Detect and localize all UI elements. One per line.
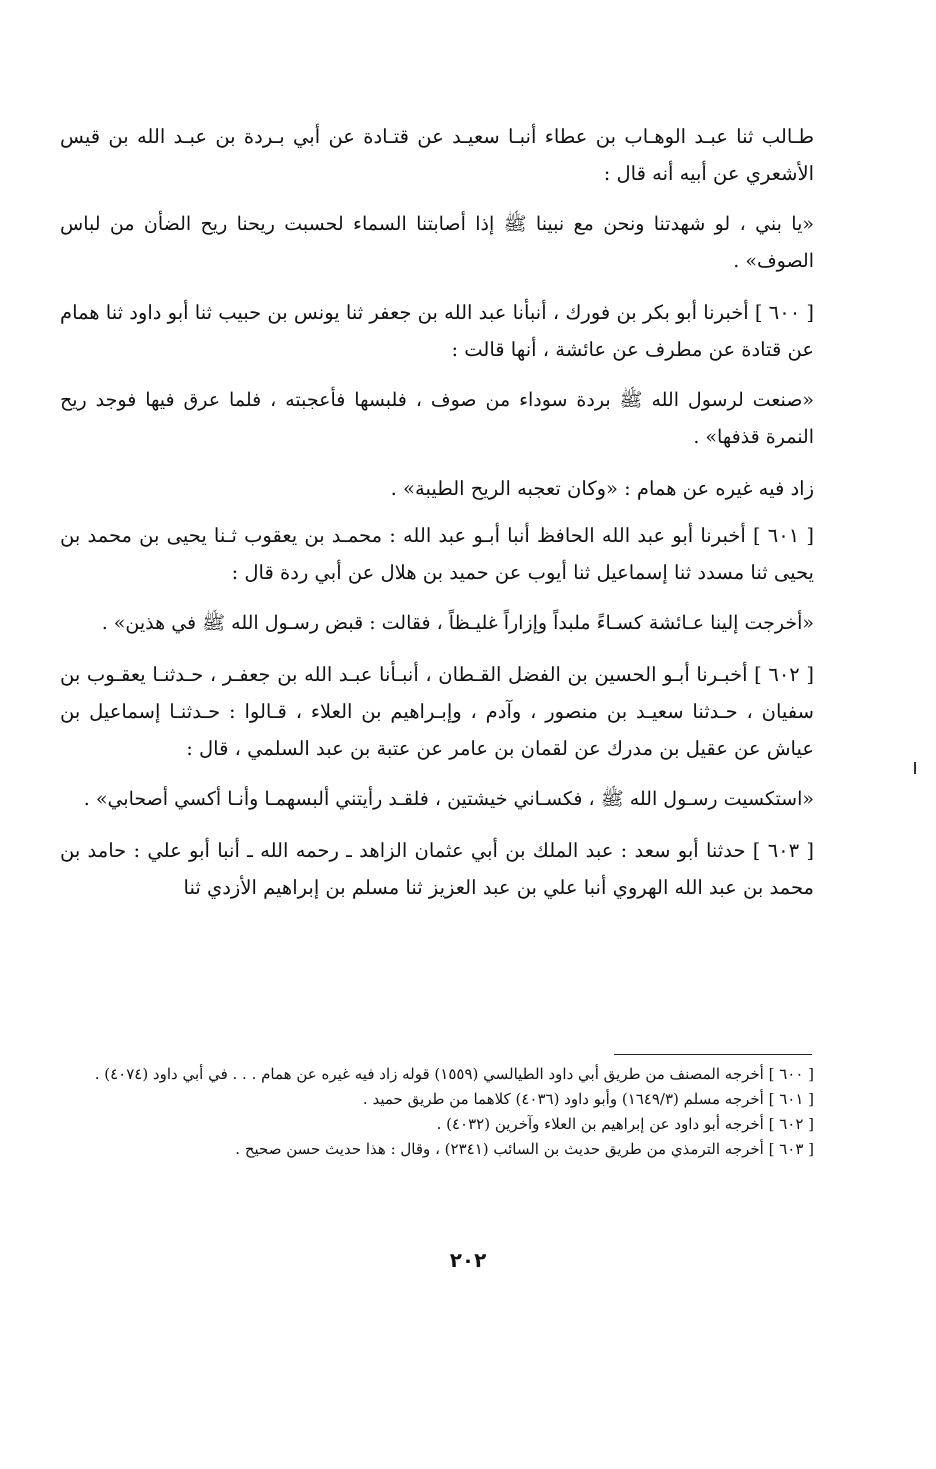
footnote-601: [ ٦٠١ ] أخرجه مسلم (١٦٤٩/٣) وأبو داود (٤٠٣٦) كلاهما من طريق حميد . [362, 1090, 814, 1108]
hadith-text: «استكسيت رسـول الله ﷺ ، فكسـاني خيشتين ، فلقـد رأيتني ألبسهمـا وأنـا أكسي أصحابي» . [83, 788, 814, 810]
hadith-chain-603: [ ٦٠٣ ] حدثنا أبو سعد : عبد الملك بن أبي عثمان الزاهد ـ رحمه الله ـ أنبا أبو علي : حامد بن محمد بن عبد الله الهروي أنبا علي بن عبد العزيز ثنا مسلم بن إبراهيم الأزدي ثنا [60, 839, 815, 899]
margin-mark [914, 762, 916, 774]
main-text [60, 118, 814, 920]
footnote-600: [ ٦٠٠ ] أخرجه المصنف من طريق أبي داود الطيالسي (١٥٥٩) قوله زاد فيه غيره عن همام . . . في أبي داود (٤٠٧٤) . [94, 1065, 814, 1083]
hadith-text: «صنعت لرسول الله ﷺ بردة سوداء من صوف ، فلبسها فأعجبته ، فلما عرق فيها فوجد ريح النمرة قذفها» . [60, 389, 814, 448]
footnote-divider [614, 1054, 812, 1055]
hadith-chain-601: [ ٦٠١ ] أخبرنا أبو عبد الله الحافظ أنبا أبـو عبد الله : محمـد بن يعقوب ثـنا يحيى بن محمد بن يحيى ثنا مسدد ثنا إسماعيل ثنا أيوب عن حميد بن هلال عن أبي ردة قال : [60, 524, 814, 584]
hadith-text: «أخرجت إلينا عـائشة كسـاءً ملبداً وإزاراً غليـظاً ، فقالت : قبض رسـول الله ﷺ في هذين» . [101, 612, 814, 634]
hadith-text: «يا بني ، لو شهدتنا ونحن مع نبينا ﷺ إذا أصابتنا السماء لحسبت ريحنا ريح الضأن من لباس الصوف» . [60, 213, 814, 272]
footnotes [60, 1062, 814, 1162]
hadith-chain-602: [ ٦٠٢ ] أخبـرنا أبـو الحسين بن الفضل القـطان ، أنبـأنا عبـد الله بن جعفـر ، حـدثنـا يعقـوب بن سفيان ، حـدثنا سعيـد بن منصور ، وآدم ، وإبـراهيم بن العلاء ، قـالوا : حـدثنـا إسماعيل بن عياش عن عقيل بن مدرك عن لقمان بن عامر عن عتبة بن عبد السلمي ، قال : [60, 663, 814, 760]
page-number: ٢٠٢ [449, 1248, 487, 1272]
paragraph-continuation: طـالب ثنا عبـد الوهـاب بن عطاء أنبـا سعيـد عن قتـادة عن أبي بـردة بن عبـد الله بن قيس الأشعري عن أبيه أنه قال : [60, 125, 814, 185]
footnote-603: [ ٦٠٣ ] أخرجه الترمذي من طريق حديث بن السائب (٢٣٤١) ، وقال : هذا حديث حسن صحيح . [235, 1140, 814, 1158]
footnote-602: [ ٦٠٢ ] أخرجه أبو داود عن إبراهيم بن العلاء وآخرين (٤٠٣٢) . [436, 1115, 814, 1133]
hadith-chain-600: [ ٦٠٠ ] أخبرنا أبو بكر بن فورك ، أنبأنا عبد الله بن جعفر ثنا يونس بن حبيب ثنا أبو داود ثنا همام عن قتادة عن مطرف عن عائشة ، أنها قالت : [60, 301, 815, 361]
addition-note: زاد فيه غيره عن همام : «وكان تعجبه الريح الطيبة» . [390, 477, 814, 500]
